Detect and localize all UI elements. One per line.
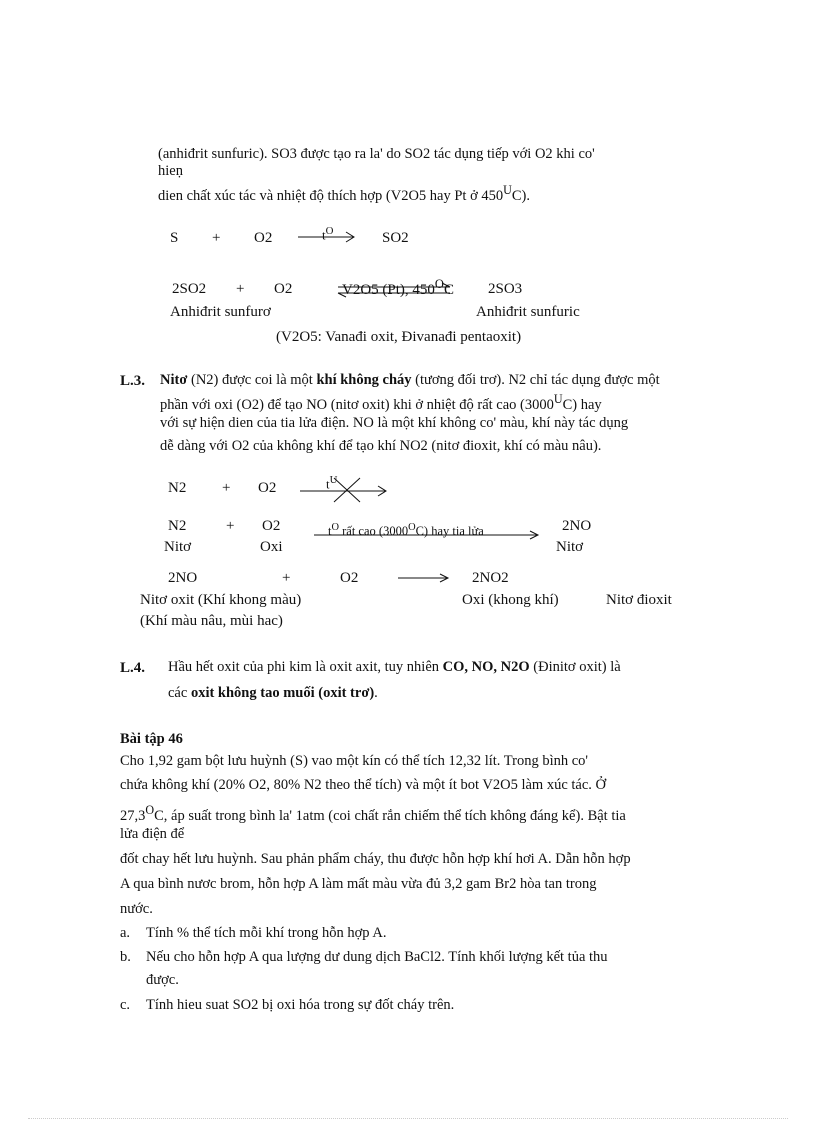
- question-b-label: b.: [120, 949, 131, 965]
- eq5-no2: 2NO2: [472, 570, 509, 586]
- eq2-so3: 2SO3: [488, 281, 523, 297]
- eq5-name-no: Nitơ oxit (Khí khong màu): [140, 592, 302, 608]
- intro-line-1: (anhiđrit sunfuric). SO3 được tạo ra la' do SO2 tác dụng tiếp với O2 khi co': [158, 146, 595, 162]
- eq2-condition: V2O5 (Pt), $450^OC$: [342, 277, 454, 298]
- eq3-o2: O2: [258, 480, 277, 496]
- eq4-o2: O2: [262, 518, 281, 534]
- l3-line-3: với sự hiện dien của tia lửa điện. NO là một khí không co' màu, khí này tác dụng: [160, 415, 629, 431]
- exercise-p6: A qua bình nươc brom, hỗn hợp A làm mất màu vừa đủ 3,2 gam Br2 hòa tan trong: [120, 876, 597, 892]
- eq3-blocked-arrow: [298, 474, 390, 504]
- eq2-o2: O2: [274, 281, 293, 297]
- eq1-plus: +: [212, 230, 221, 246]
- eq4-arrow: [312, 529, 542, 541]
- question-b-line-2: được.: [146, 972, 179, 988]
- question-c: Tính hieu suat SO2 bị oxi hóa trong sự đốt cháy trên.: [146, 997, 455, 1013]
- intro-line-3: dien chất xúc tác và nhiệt độ thích hợp (V2O5 hay Pt ở $450^UC$).: [158, 183, 530, 204]
- eq5-o2: O2: [340, 570, 359, 586]
- eq5-name-no2: Nitơ đioxit: [606, 592, 672, 608]
- eq5-plus: +: [282, 570, 291, 586]
- eq4-name-o2: Oxi: [260, 539, 283, 555]
- l4-line-1: Hầu hết oxit của phi kim là oxit axit, tuy nhiên CO, NO, N2O (Đinitơ oxit) là: [168, 659, 621, 675]
- eq2-reversible-arrow: [334, 282, 454, 298]
- exercise-p7: nước.: [120, 901, 153, 917]
- eq5-no: 2NO: [168, 570, 198, 586]
- eq2-plus: +: [236, 281, 245, 297]
- eq2-name-right: Anhiđrit sunfuric: [476, 304, 580, 320]
- eq4-no: 2NO: [562, 518, 592, 534]
- exercise-p1: Cho 1,92 gam bột lưu huỳnh (S) vao một kín có thể tích 12,32 lít. Trong bình co': [120, 753, 589, 769]
- eq4-n2: N2: [168, 518, 187, 534]
- eq1-arrow: [296, 230, 360, 244]
- question-a-label: a.: [120, 925, 131, 941]
- eq5-name-o2: Oxi (khong khí): [462, 592, 559, 608]
- question-b-line-1: Nếu cho hỗn hợp A qua lượng dư dung dịch BaCl2. Tính khối lượng kết tủa thu: [146, 949, 608, 965]
- eq1-so2: SO2: [382, 230, 409, 246]
- eq1-s: S: [170, 230, 179, 246]
- exercise-p2: chứa không khí (20% O2, 80% N2 theo thể tích) và một ít bot V2O5 làm xúc tác. Ở: [120, 777, 606, 793]
- question-a: Tính % thể tích mỗi khí trong hỗn hợp A.: [146, 925, 387, 941]
- eq3-plus: +: [222, 480, 231, 496]
- l3-line-4: dễ dàng với O2 của không khí để tạo khí NO2 (nitơ đioxit, khí có màu nâu).: [160, 438, 602, 454]
- question-c-label: c.: [120, 997, 131, 1013]
- exercise-p3: $27,3^OC$, áp suất trong bình la' 1atm (coi chất rắn chiếm thể tích không đáng kể). Bật tia: [120, 803, 626, 824]
- l3-label: L.3.: [120, 373, 146, 389]
- eq3-n2: N2: [168, 480, 187, 496]
- intro-line-2: hieṇ: [158, 163, 183, 179]
- eq5-arrow: [396, 572, 452, 584]
- eq1-o2: O2: [254, 230, 273, 246]
- eq3-condition: $t^U$: [326, 474, 338, 492]
- l4-label: L.4.: [120, 660, 146, 676]
- page-bottom-divider: [28, 1118, 788, 1119]
- eq5-name-no2-desc: (Khí màu nâu, mùi hac): [140, 613, 283, 629]
- exercise-p5: đốt chay hết lưu huỳnh. Sau phản phẩm cháy, thu được hỗn hợp khí hơi A. Dẫn hỗn hợp: [120, 851, 631, 867]
- l3-line-2: phần với oxi (O2) để tạo NO (nitơ oxit) khi ở nhiệt độ rất cao $(3000^UC)$ hay: [160, 392, 602, 413]
- eq2-so2: 2SO2: [172, 281, 207, 297]
- eq4-condition: $t^O$ rất cao $(3000^OC)$ hay tia lửa: [328, 522, 484, 539]
- l4-line-2: các oxit không tao muối (oxit trơ).: [168, 685, 378, 701]
- eq4-name-no: Nitơ: [556, 539, 584, 555]
- eq2-name-left: Anhiđrit sunfurơ: [170, 304, 271, 320]
- exercise-p4: lửa điện để: [120, 826, 185, 842]
- eq4-name-n2: Nitơ: [164, 539, 192, 555]
- l3-line-1: Nitơ (N2) được coi là một khí không cháy (tương đối trơ). N2 chỉ tác dụng được một: [160, 372, 660, 388]
- eq1-condition: $t^O$: [322, 225, 334, 243]
- eq2-note: (V2O5: Vanađi oxit, Đivanađi pentaoxit): [276, 329, 522, 345]
- exercise-title: Bài tập 46: [120, 731, 183, 747]
- eq4-plus: +: [226, 518, 235, 534]
